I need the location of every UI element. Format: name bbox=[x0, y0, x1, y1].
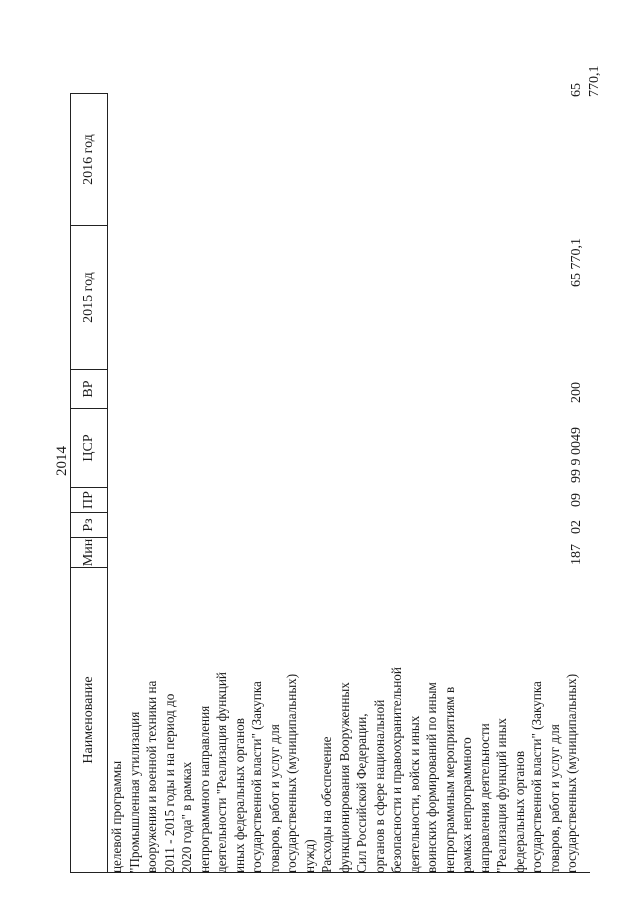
header-rz: Рз bbox=[70, 512, 108, 537]
table-row-2-csr: 99 9 0049 bbox=[569, 427, 584, 483]
header-2016: 2016 год bbox=[70, 93, 108, 225]
table-row-1-name: целевой программы "Промышленная утилизация вооружения и военной техники на 2011 - 2015 годы и на период до 2020 года" в рамках непрограммного направления деятельности "Реализация функций иных федеральных органов государственной власти" (Закупка товаров, работ и услуг для государственных (муниципальных) нужд) bbox=[109, 672, 317, 873]
page-number: 2014 bbox=[54, 446, 70, 476]
table-row-2-2015: 65 770,1 bbox=[569, 238, 584, 287]
header-name: Наименование bbox=[70, 567, 108, 873]
header-2015: 2015 год bbox=[70, 225, 108, 369]
header-vr: ВР bbox=[70, 369, 108, 408]
header-csr: ЦСР bbox=[70, 408, 108, 487]
rotated-page-content bbox=[70, 28, 602, 873]
table-row-2-rz: 02 bbox=[569, 520, 584, 534]
table-row-2-2016: 65 770,1 bbox=[569, 65, 602, 97]
header-pr: ПР bbox=[70, 487, 108, 512]
table-row-2-name: Расходы на обеспечение функционирования Вооруженных Сил Российской Федерации, органов в сфере национальной безопасности и правоохранительной деятельности, войск и иных воинских формирований по иным непрограммным мероприятиям в рамках непрограммного направления деятельности "Реализация функций иных федеральных органов государственной власти" (Закупка товаров, работ и услуг для государственных (муниципальных) bbox=[319, 667, 579, 873]
header-min: Мин bbox=[70, 537, 108, 567]
table-row-2-pr: 09 bbox=[569, 493, 584, 507]
table-row-2-vr: 200 bbox=[569, 382, 584, 403]
table-row-2-min: 187 bbox=[569, 544, 584, 565]
